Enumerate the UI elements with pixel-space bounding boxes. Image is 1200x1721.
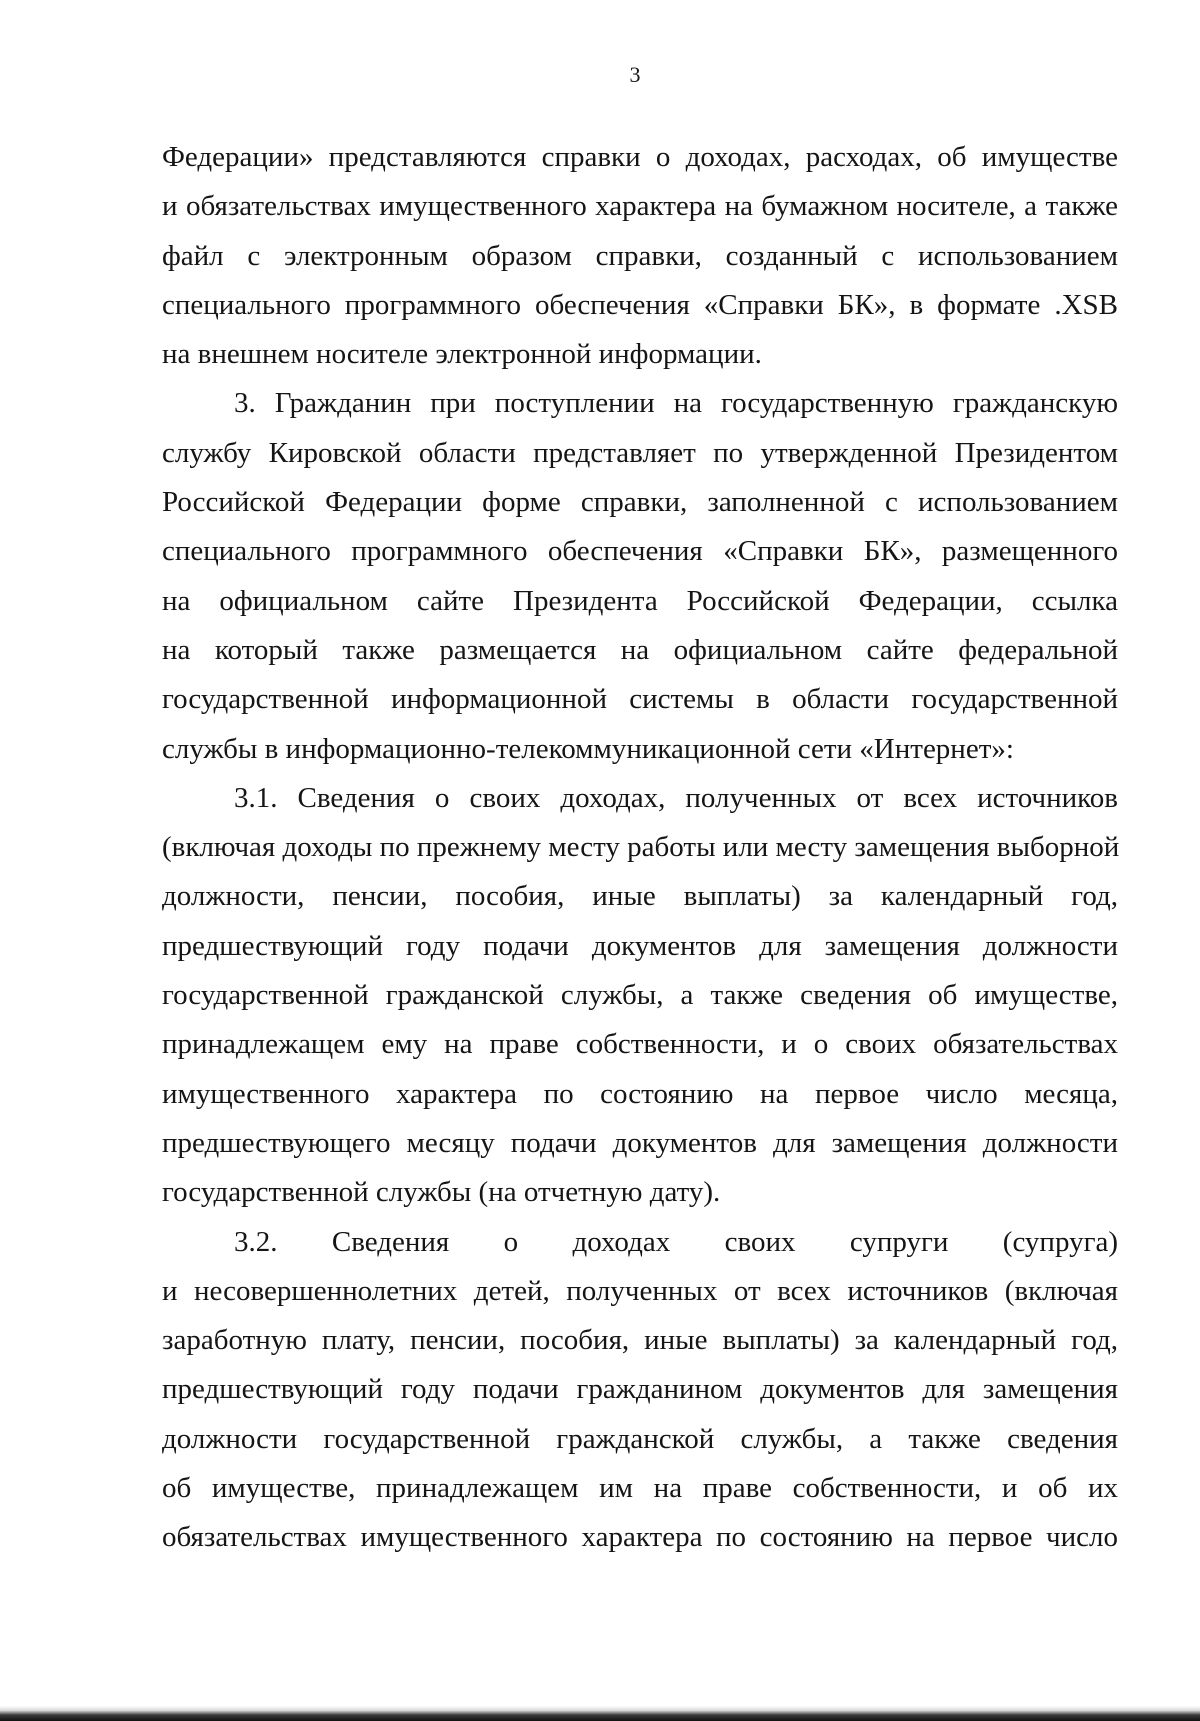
text-line: 3.1. Сведения о своих доходах, полученных от всех источников [234, 781, 1118, 814]
text-line: (включая доходы по прежнему месту работы или месту замещения выборной [162, 831, 1120, 864]
text-line: предшествующий году подачи документов для замещения должности [162, 929, 1118, 962]
text-line: специального программного обеспечения «Справки БК», в формате .XSB [162, 288, 1118, 321]
text-line: специального программного обеспечения «Справки БК», размещенного [162, 535, 1118, 568]
text-line: Российской Федерации форме справки, заполненной с использованием [162, 486, 1118, 519]
text-line: и несовершеннолетних детей, полученных от всех источников (включая [162, 1274, 1118, 1307]
text-line: государственной гражданской службы, а также сведения об имуществе, [162, 979, 1118, 1012]
text-line: об имуществе, принадлежащем им на праве собственности, и об их [162, 1472, 1118, 1505]
page-number: 3 [629, 62, 641, 87]
text-line: 3. Гражданин при поступлении на государственную гражданскую [234, 387, 1118, 420]
scan-edge [0, 1706, 1200, 1721]
text-line: обязательствах имущественного характера по состоянию на первое число [162, 1521, 1118, 1554]
text-line: и обязательствах имущественного характера на бумажном носителе, а также [162, 190, 1118, 223]
text-line: принадлежащем ему на праве собственности, и о своих обязательствах [162, 1028, 1118, 1061]
text-line: государственной информационной системы в области государственной [162, 683, 1118, 716]
text-line: должности, пенсии, пособия, иные выплаты) за календарный год, [162, 880, 1118, 913]
text-line: Федерации» представляются справки о доходах, расходах, об имуществе [162, 141, 1118, 173]
text-line: предшествующий году подачи гражданином документов для замещения [162, 1373, 1118, 1406]
text-line: на который также размещается на официальном сайте федеральной [162, 633, 1118, 666]
body-text [162, 133, 1118, 1563]
text-line: заработную плату, пенсии, пособия, иные выплаты) за календарный год, [162, 1324, 1118, 1357]
text-line: предшествующего месяцу подачи документов для замещения должности [162, 1126, 1118, 1159]
text-line: должности государственной гражданской службы, а также сведения [162, 1422, 1118, 1455]
text-line: 3.2. Сведения о доходах своих супруги (супруга) [234, 1225, 1118, 1258]
text-line: на официальном сайте Президента Российской Федерации, ссылка [162, 584, 1118, 617]
text-line: государственной службы (на отчетную дату). [162, 1176, 721, 1209]
text-line: службу Кировской области представляет по утвержденной Президентом [162, 436, 1118, 469]
text-line: службы в информационно-телекоммуникационной сети «Интернет»: [162, 732, 1014, 765]
text-line: на внешнем носителе электронной информации. [162, 338, 762, 371]
text-line: имущественного характера по состоянию на первое число месяца, [162, 1077, 1118, 1110]
text-line: файл с электронным образом справки, созданный с использованием [162, 239, 1118, 272]
